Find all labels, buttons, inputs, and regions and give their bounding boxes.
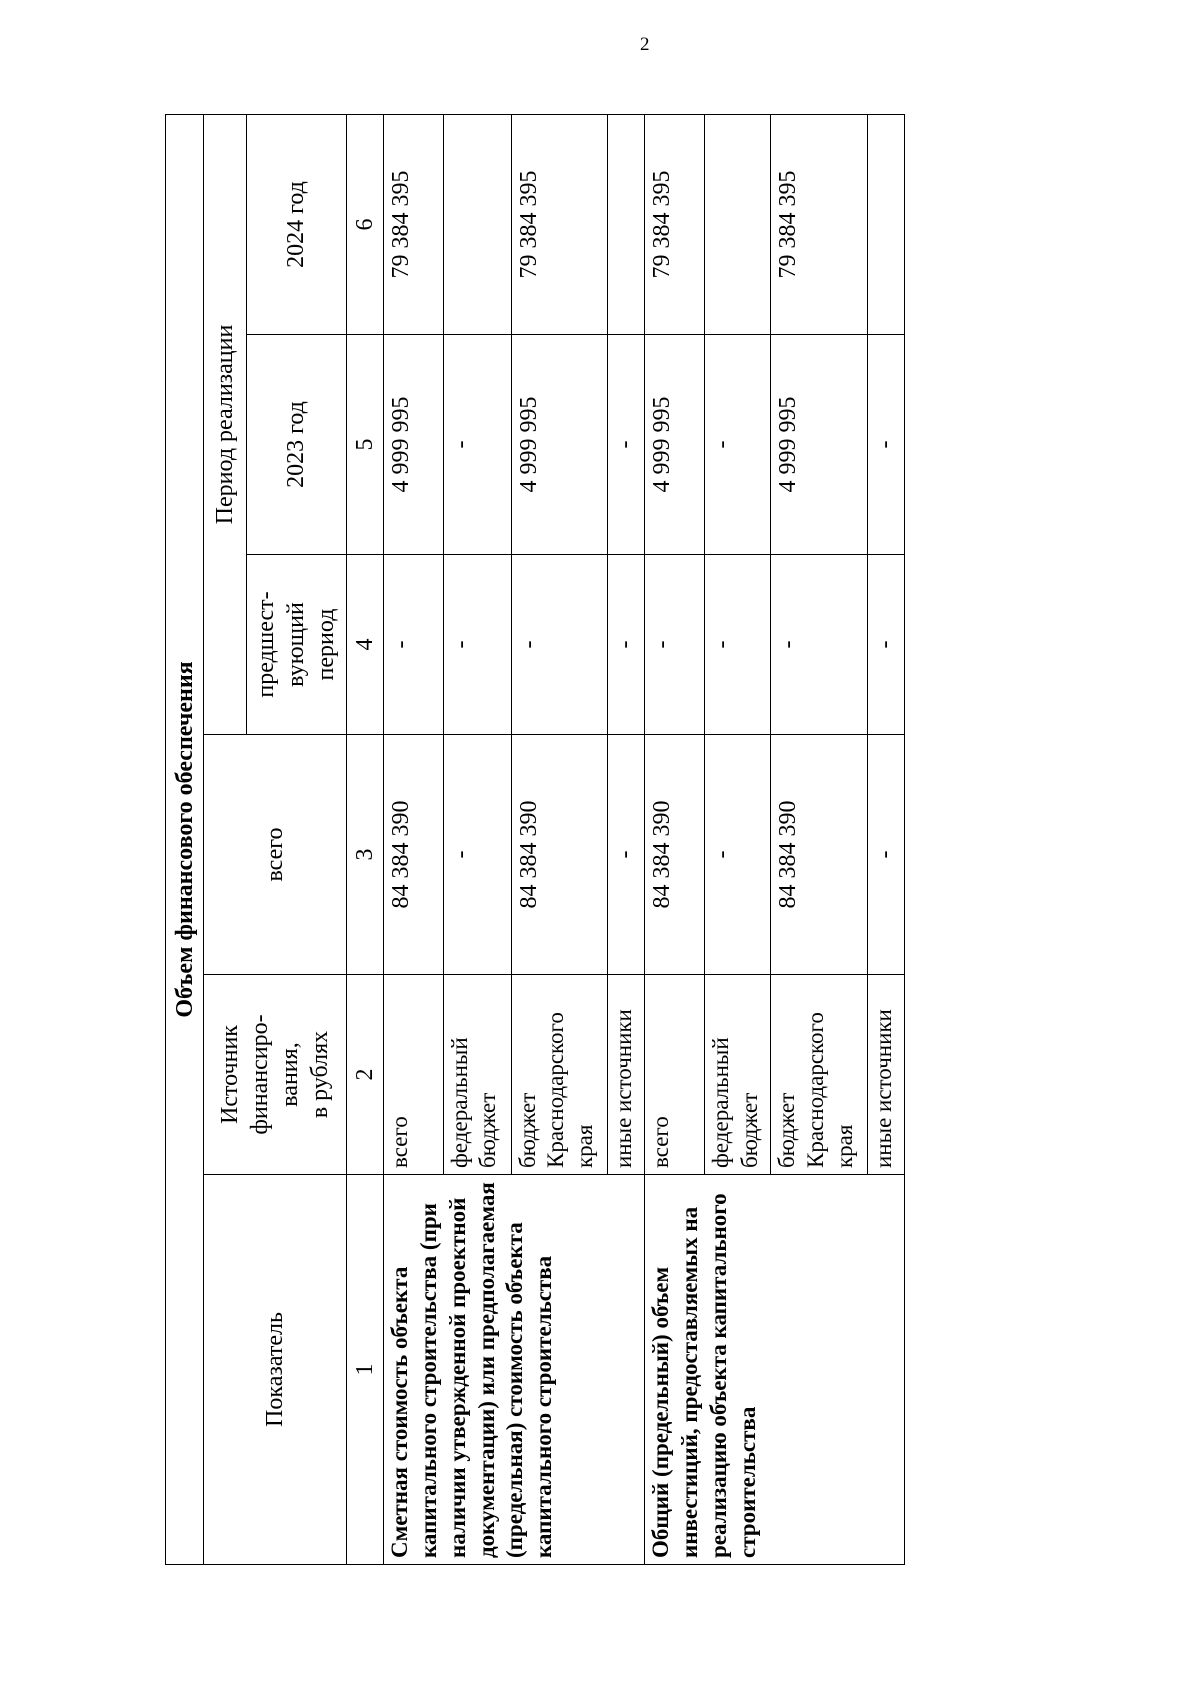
year-2023-value: 4 999 995 xyxy=(511,335,608,555)
previous-period-value: - xyxy=(511,555,608,735)
rotated-table-container xyxy=(165,115,905,1565)
total-value: - xyxy=(867,735,904,975)
source-cell: бюджет Краснодарского края xyxy=(511,975,608,1175)
total-value: - xyxy=(704,735,770,975)
year-2023-value: 4 999 995 xyxy=(645,335,704,555)
year-2024-value: 79 384 395 xyxy=(771,114,868,334)
previous-period-value: - xyxy=(704,555,770,735)
previous-period-value: - xyxy=(771,555,868,735)
column-number: 1 xyxy=(347,1175,384,1565)
header-year-2023: 2023 год xyxy=(246,335,347,555)
header-period-group: Период реализации xyxy=(204,114,246,734)
header-year-2024: 2024 год xyxy=(246,114,347,334)
source-cell: всего xyxy=(645,975,704,1175)
year-2024-value: 79 384 395 xyxy=(511,114,608,334)
page-number: 2 xyxy=(640,34,650,55)
previous-period-value: - xyxy=(608,555,645,735)
indicator-cell: Общий (предельный) объем инвестиций, предоставляемых на реализацию объекта капитального строительства xyxy=(645,1175,905,1565)
total-value: 84 384 390 xyxy=(645,735,704,975)
column-number: 5 xyxy=(347,335,384,555)
previous-period-value: - xyxy=(645,555,704,735)
source-cell: иные источники xyxy=(867,975,904,1175)
source-cell: иные источники xyxy=(608,975,645,1175)
year-2024-value: 79 384 395 xyxy=(645,114,704,334)
total-value: - xyxy=(608,735,645,975)
previous-period-value: - xyxy=(384,555,443,735)
total-value: - xyxy=(443,735,511,975)
year-2023-value: - xyxy=(443,335,511,555)
total-value: 84 384 390 xyxy=(511,735,608,975)
year-2024-value xyxy=(443,114,511,334)
header-indicator: Показатель xyxy=(204,1175,347,1565)
header-total: всего xyxy=(204,735,347,975)
total-value: 84 384 390 xyxy=(384,735,443,975)
year-2024-value: 79 384 395 xyxy=(384,114,443,334)
year-2024-value xyxy=(704,114,770,334)
total-value: 84 384 390 xyxy=(771,735,868,975)
year-2023-value: 4 999 995 xyxy=(384,335,443,555)
source-cell: всего xyxy=(384,975,443,1175)
column-number: 6 xyxy=(347,114,384,334)
source-cell: бюджет Краснодарского края xyxy=(771,975,868,1175)
financing-table xyxy=(165,114,905,1565)
column-number: 4 xyxy=(347,555,384,735)
year-2024-value xyxy=(608,114,645,334)
column-number: 2 xyxy=(347,975,384,1175)
previous-period-value: - xyxy=(443,555,511,735)
year-2024-value xyxy=(867,114,904,334)
column-number: 3 xyxy=(347,735,384,975)
previous-period-value: - xyxy=(867,555,904,735)
table-title: Объем финансового обеспечения xyxy=(166,114,204,1564)
year-2023-value: - xyxy=(608,335,645,555)
header-source: Источник финансиро- вания, в рублях xyxy=(204,975,347,1175)
source-cell: федеральный бюджет xyxy=(704,975,770,1175)
header-previous-period: предшест- вующий период xyxy=(246,555,347,735)
year-2023-value: - xyxy=(704,335,770,555)
year-2023-value: 4 999 995 xyxy=(771,335,868,555)
indicator-cell: Сметная стоимость объекта капитального строительства (при наличии утвержденной проектной документации) или предполагаемая (предельная) стоимость объекта капитального строительства xyxy=(384,1175,645,1565)
source-cell: федеральный бюджет xyxy=(443,975,511,1175)
year-2023-value: - xyxy=(867,335,904,555)
